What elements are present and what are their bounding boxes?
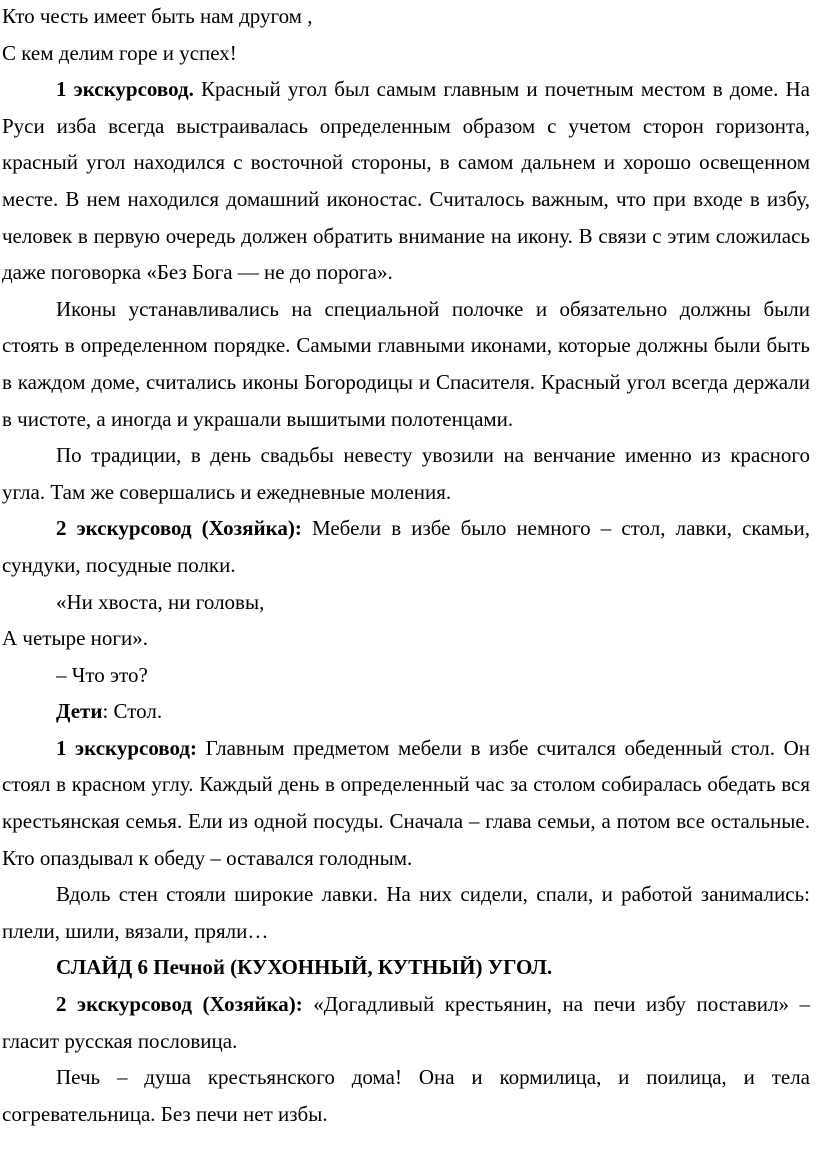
slide-heading	[2, 949, 810, 986]
paragraph-text: Печь – душа крестьянского дома! Она и кормилица, и поилица, и тела согревательница. Без печи нет избы.	[2, 1065, 810, 1126]
paragraph-text: Кто честь имеет быть нам другом ,	[2, 4, 313, 28]
paragraph	[2, 1059, 810, 1132]
riddle-line	[2, 584, 810, 621]
paragraph	[2, 876, 810, 949]
paragraph-text: – Что это?	[56, 662, 148, 687]
paragraph-text: Мебели в избе было немного – стол, лавки, скамьи, сундуки, посудные полки.	[2, 516, 810, 577]
paragraph-text: Иконы устанавливались на специальной полочке и обязательно должны были стоять в определенном порядке. Самыми главными иконами, которые должны были быть в каждом доме, считались иконы Богородицы и Спасителя. Красный угол всегда держали в чистоте, а иногда и украшали вышитыми полотенцами.	[2, 296, 810, 431]
paragraph-text: С кем делим горе и успех!	[2, 40, 237, 65]
verse-line	[2, 0, 810, 35]
paragraph-label: 1 экскурсовод:	[56, 735, 198, 760]
paragraph-text: Вдоль стен стояли широкие лавки. На них сидели, спали, и работой занимались: плели, шили, вязали, пряли…	[2, 882, 810, 943]
paragraph	[2, 437, 810, 510]
paragraph	[2, 986, 810, 1059]
dialogue-line	[2, 657, 810, 694]
riddle-line	[2, 620, 810, 657]
paragraph-text: «Догадливый крестьянин, на печи избу поставил» – гласит русская пословица.	[2, 992, 810, 1053]
paragraph-text: А четыре ноги».	[2, 626, 148, 651]
paragraph-text: Главным предметом мебели в избе считался обеденный стол. Он стоял в красном углу. Каждый день в определенный час за столом собиралась обедать вся крестьянская семья. Ели из одной посуды. Сначала – глава семьи, а потом все остальные. Кто опаздывал к обеду – оставался голодным.	[2, 735, 810, 870]
paragraph-text: Красный угол был самым главным и почетным местом в доме. На Руси изба всегда выстраивалась определенным образом с учетом сторон горизонта, красный угол находился с восточной стороны, в самом дальнем и хорошо освещенном месте. В нем находился домашний иконостас. Считалось важным, что при входе в избу, человек в первую очередь должен обратить внимание на икону. В связи с этим сложилась даже поговорка «Без Бога — не до порога».	[2, 77, 810, 285]
paragraph-label: Дети	[56, 699, 103, 724]
paragraph	[2, 291, 810, 437]
paragraph	[2, 510, 810, 583]
verse-line	[2, 35, 810, 72]
paragraph	[2, 730, 810, 876]
paragraph-label: 1 экскурсовод.	[56, 77, 194, 102]
dialogue-line	[2, 693, 810, 730]
paragraph-text: По традиции, в день свадьбы невесту увозили на венчание именно из красного угла. Там же совершались и ежедневные моления.	[2, 443, 810, 504]
paragraph-label: 2 экскурсовод (Хозяйка):	[56, 516, 302, 541]
paragraph	[2, 71, 810, 291]
paragraph-label: СЛАЙД 6 Печной (КУХОННЫЙ, КУТНЫЙ) УГОЛ.	[56, 955, 553, 980]
paragraph-text: : Стол.	[102, 699, 163, 724]
paragraph-label: 2 экскурсовод (Хозяйка):	[56, 992, 303, 1017]
paragraph-text: «Ни хвоста, ни головы,	[56, 589, 265, 614]
